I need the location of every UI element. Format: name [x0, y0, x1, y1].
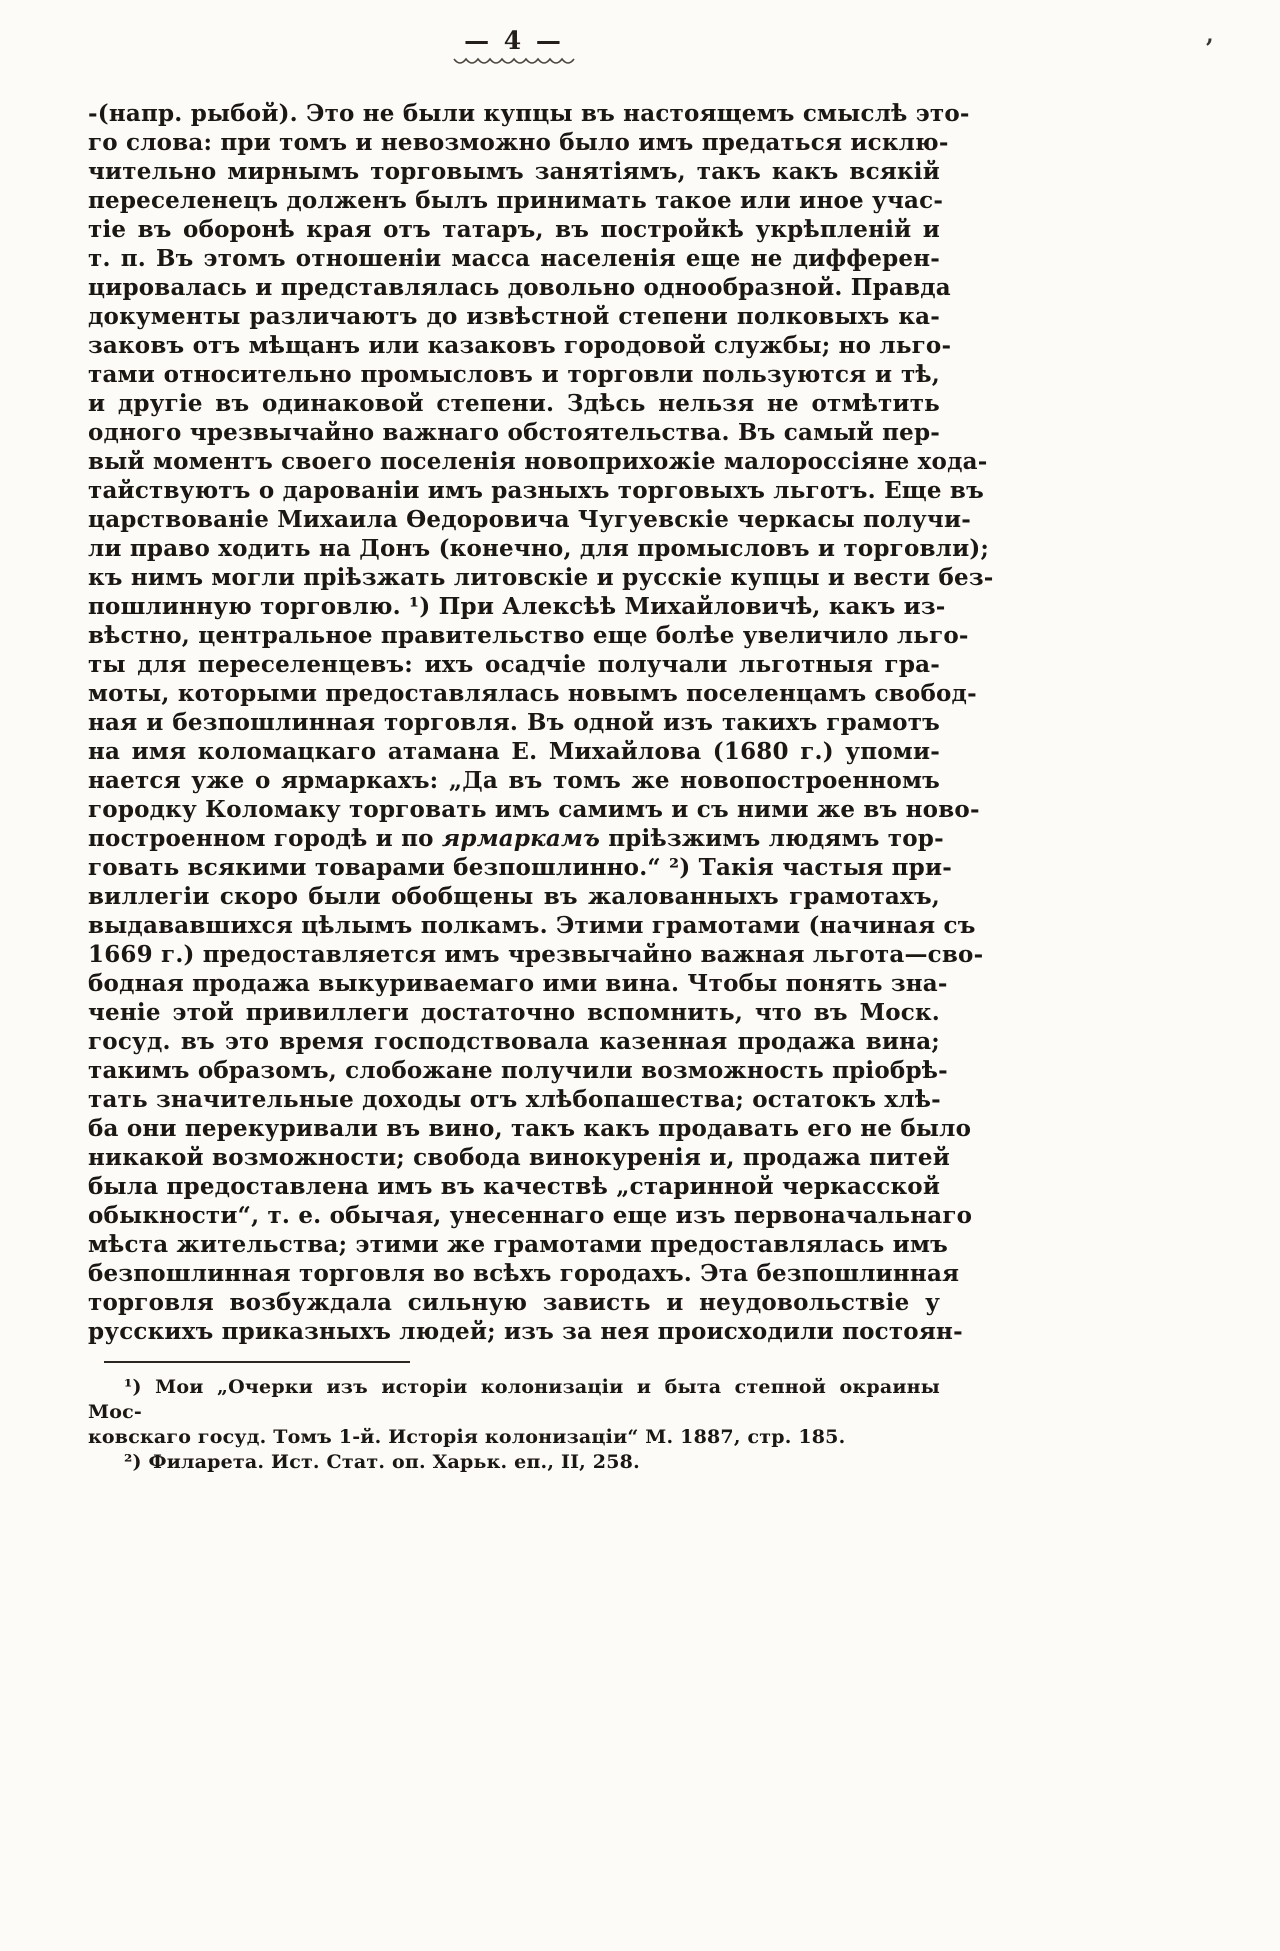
text-line: одного чрезвычайно важнаго обстоятельства. Въ самый пер- — [88, 419, 940, 446]
footnote-line: ²) Филарета. Ист. Стат. оп. Харьк. еп., II, 258. — [124, 1451, 640, 1473]
emphasized-word: ярмаркамъ — [441, 825, 601, 852]
text-line: тіе въ оборонѣ края отъ татаръ, въ постройкѣ укрѣпленій и — [88, 216, 940, 243]
text-line: вѣстно, центральное правительство еще болѣе увеличило льго- — [88, 622, 969, 649]
text-line: ба они перекуривали въ вино, такъ какъ продавать его не было — [88, 1115, 972, 1142]
ornament-flourish-icon — [88, 55, 940, 69]
body-text — [88, 99, 994, 1346]
text-line: тами относительно промысловъ и торговли пользуются и тѣ, — [88, 361, 940, 388]
text-line: нается уже о ярмаркахъ: „Да въ томъ же новопостроенномъ — [88, 767, 940, 794]
text-line: 1669 г.) предоставляется имъ чрезвычайно важная льгота—сво- — [88, 941, 984, 968]
text-line: -(напр. рыбой). Это не были купцы въ настоящемъ смыслѣ это- — [88, 100, 970, 127]
text-line: ная и безпошлинная торговля. Въ одной изъ такихъ грамотъ — [88, 709, 940, 736]
text-line: такимъ образомъ, слобожане получили возможность пріобрѣ- — [88, 1057, 948, 1084]
text-line: торговля возбуждала сильную зависть и неудовольствіе у — [88, 1289, 940, 1316]
text-line: ченіе этой привиллеги достаточно вспомнить, что въ Моск. — [88, 999, 940, 1026]
footnote-line: ковскаго госуд. Томъ 1-й. Исторія колонизаціи“ М. 1887, стр. 185. — [88, 1426, 846, 1448]
text-line: вый моментъ своего поселенія новоприхожіе малороссіяне хода- — [88, 448, 988, 475]
text-line: ли право ходить на Донъ (конечно, для промысловъ и торговли); — [88, 535, 990, 562]
text-line: русскихъ приказныхъ людей; изъ за нея происходили постоян- — [88, 1318, 963, 1345]
text-line: построенном городѣ и по ярмаркамъ пріѣзжимъ людямъ тор- — [88, 825, 944, 852]
text-line: бодная продажа выкуриваемаго ими вина. Чтобы понять зна- — [88, 970, 948, 997]
footnotes — [88, 1375, 940, 1475]
text-line: переселенецъ долженъ былъ принимать такое или иное учас- — [88, 187, 944, 214]
text-line: го слова: при томъ и невозможно было имъ предаться исклю- — [88, 129, 949, 156]
text-line: т. п. Въ этомъ отношеніи масса населенія еще не дифферен- — [88, 245, 940, 272]
text-line: къ нимъ могли пріѣзжать литовскіе и русскіе купцы и вести без- — [88, 564, 994, 591]
text-line: говать всякими товарами безпошлинно.“ ²) Такія частыя при- — [88, 854, 952, 881]
text-block — [88, 26, 994, 1475]
scan-speck: , — [1206, 22, 1214, 48]
text-line: тайствуютъ о дарованіи имъ разныхъ торговыхъ льготъ. Еще въ — [88, 477, 984, 504]
text-line: царствованіе Михаила Ѳедоровича Чугуевскіе черкасы получи- — [88, 506, 971, 533]
text-line: документы различаютъ до извѣстной степени полковыхъ ка- — [88, 303, 940, 330]
text-line: моты, которыми предоставлялась новымъ поселенцамъ свобод- — [88, 680, 977, 707]
text-line: заковъ отъ мѣщанъ или казаковъ городовой службы; но льго- — [88, 332, 952, 359]
text-line: тать значительные доходы отъ хлѣбопашества; остатокъ хлѣ- — [88, 1086, 941, 1113]
text-line: виллегіи скоро были обобщены въ жалованныхъ грамотахъ, — [88, 883, 940, 910]
text-line: никакой возможности; свобода винокуренія и, продажа питей — [88, 1144, 950, 1171]
text-line: пошлинную торговлю. ¹) При Алексѣѣ Михайловичѣ, какъ из- — [88, 593, 946, 620]
text-line: мѣста жительства; этими же грамотами предоставлялась имъ — [88, 1231, 948, 1258]
text-line: была предоставлена имъ въ качествѣ „старинной черкасской — [88, 1173, 941, 1200]
text-line: городку Коломаку торговать имъ самимъ и съ ними же въ ново- — [88, 796, 980, 823]
footnote-line: ¹) Мои „Очерки изъ исторіи колонизаціи и быта степной окраины Мос- — [88, 1376, 940, 1423]
text-line: обыкности“, т. е. обычая, унесеннаго еще изъ первоначальнаго — [88, 1202, 973, 1229]
text-line: цировалась и представлялась довольно однообразной. Правда — [88, 274, 951, 301]
text-line: безпошлинная торговля во всѣхъ городахъ. Эта безпошлинная — [88, 1260, 960, 1287]
page-number: — 4 — — [464, 26, 564, 55]
text-line: и другіе въ одинаковой степени. Здѣсь нельзя не отмѣтить — [88, 390, 940, 417]
footnote-separator — [104, 1361, 410, 1363]
text-line: на имя коломацкаго атамана Е. Михайлова (1680 г.) упоми- — [88, 738, 940, 765]
text-line: чительно мирнымъ торговымъ занятіямъ, такъ какъ всякій — [88, 158, 940, 185]
text-line: выдававшихся цѣлымъ полкамъ. Этими грамотами (начиная съ — [88, 912, 976, 939]
text-line: госуд. въ это время господствовала казенная продажа вина; — [88, 1028, 940, 1055]
text-line: ты для переселенцевъ: ихъ осадчіе получали льготныя гра- — [88, 651, 940, 678]
